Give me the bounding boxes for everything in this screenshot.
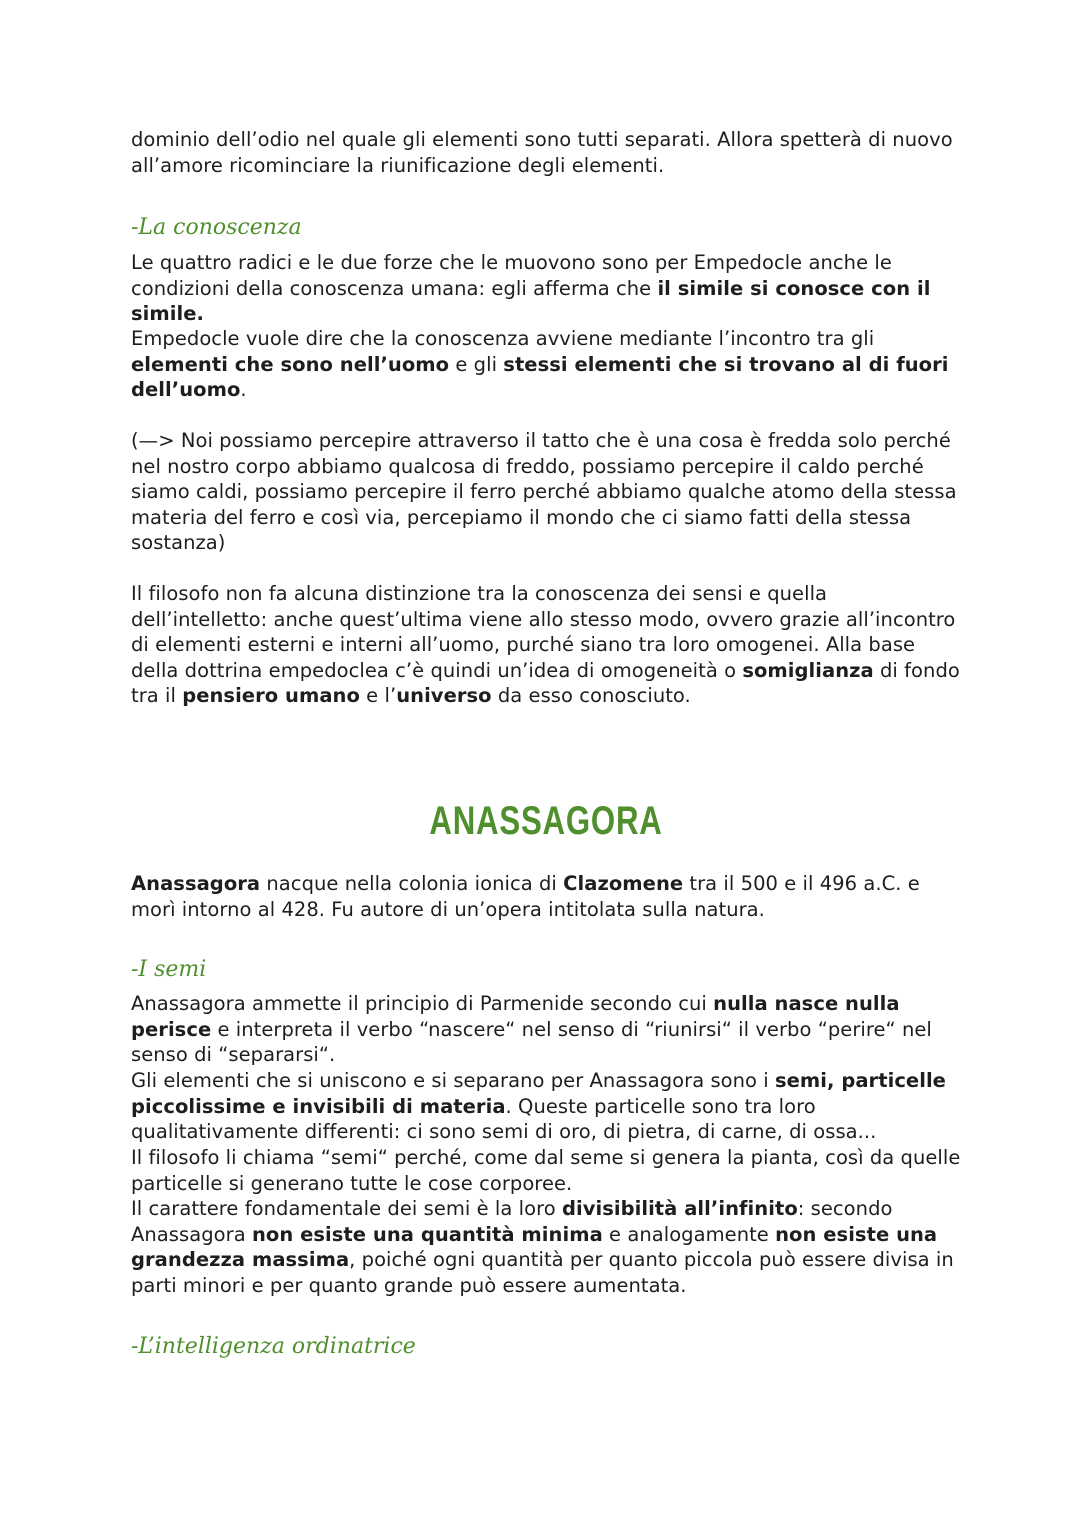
heading-la-conoscenza: -La conoscenza	[131, 215, 302, 240]
para-perche-semi: Il filosofo li chiama “semi“ perché, come dal seme si genera la pianta, così da quelle particelle si generano tutte le cose corporee.	[131, 1146, 961, 1195]
para-quattro-radici: Le quattro radici e le due forze che le muovono sono per Empedocle anche le condizioni della conoscenza umana: egli afferma che il simile si conosce con il simile.	[131, 251, 931, 326]
para-anassagora-bio: Anassagora nacque nella colonia ionica di Clazomene tra il 500 e il 496 a.C. e morì intorno al 428. Fu autore di un’opera intitolata sulla natura.	[131, 872, 920, 921]
para-amore-odio: dominio dell’odio nel quale gli elementi sono tutti separati. Allora spetterà di nuovo all’amore ricominciare la riunificazione degli elementi.	[131, 128, 953, 177]
para-principio-parmenide: Anassagora ammette il principio di Parmenide secondo cui nulla nasce nulla perisce e interpreta il verbo “nascere“ nel senso di “riunirsi“ il verbo “perire“ nel senso di “separarsi“.	[131, 992, 932, 1067]
section-title-anassagora	[131, 799, 961, 844]
para-incontro-elementi: Empedocle vuole dire che la conoscenza avviene mediante l’incontro tra gli elementi che sono nell’uomo e gli stessi elementi che si trovano al di fuori dell’uomo.	[131, 327, 949, 402]
para-divisibilita: Il carattere fondamentale dei semi è la loro divisibilità all’infinito: secondo Anassagora non esiste una quantità minima e analogamente non esiste una grandezza massima, poiché ogni quantità per quanto piccola può essere divisa in parti minori e per quanto grande può essere aumentata.	[131, 1197, 954, 1297]
para-semi-particelle: Gli elementi che si uniscono e si separano per Anassagora sono i semi, particelle piccolissime e invisibili di materia. Queste particelle sono tra loro qualitativamente differenti: ci sono semi di oro, di pietra, di carne, di ossa...	[131, 1069, 946, 1144]
heading-intelligenza-ordinatrice: -L’intelligenza ordinatrice	[131, 1334, 416, 1359]
section-title-text: ANASSAGORA	[429, 799, 663, 843]
para-percepire: (—> Noi possiamo percepire attraverso il tatto che è una cosa è fredda solo perché nel nostro corpo abbiamo qualcosa di freddo, possiamo percepire il caldo perché siamo caldi, possiamo percepire il ferro perché abbiamo qualche atomo della stessa materia del ferro e così via, percepiamo il mondo che ci siamo fatti della stessa sostanza)	[131, 429, 957, 555]
heading-i-semi: -I semi	[131, 957, 207, 982]
para-sensi-intelletto: Il filosofo non fa alcuna distinzione tra la conoscenza dei sensi e quella dell’intelletto: anche quest’ultima viene allo stesso modo, ovvero grazie all’incontro di elementi esterni e interni all’uomo, purché siano tra loro omogenei. Alla base della dottrina empedoclea c’è quindi un’idea di omogeneità o somiglianza di fondo tra il pensiero umano e l’universo da esso conosciuto.	[131, 582, 960, 708]
